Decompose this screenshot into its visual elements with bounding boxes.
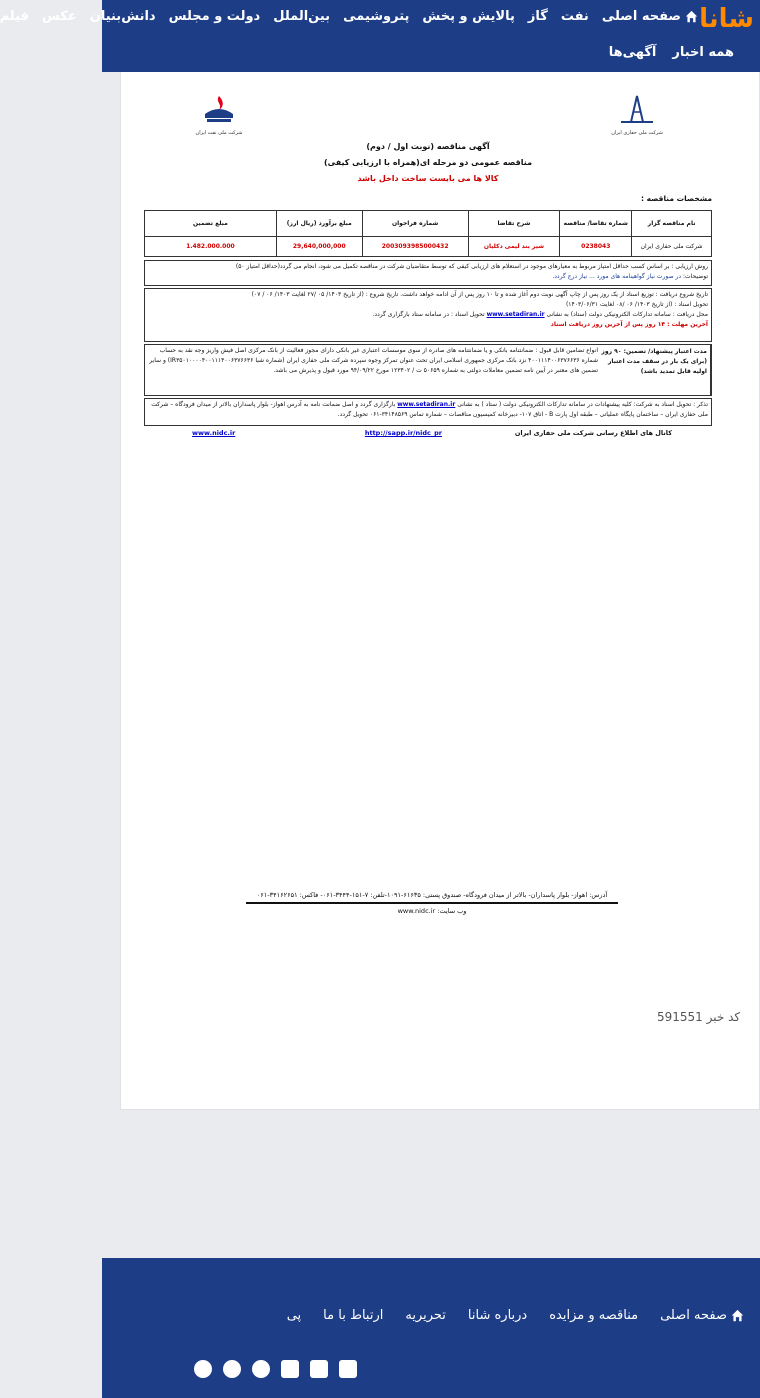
bale-icon[interactable] [223, 1360, 241, 1378]
nav-item-photo[interactable]: عکس [41, 9, 77, 24]
table-header-row [145, 211, 712, 237]
notice-subheading: مناقصه عمومی دو مرحله ای(همراه با ارزیابی کیفی) [323, 158, 533, 167]
nav-item-international[interactable]: بین‌الملل [273, 9, 331, 24]
twitter-icon[interactable] [194, 1360, 212, 1378]
secondary-nav [609, 45, 734, 60]
notice-domestic-note: کالا ها می بایست ساخت داخل باشد [357, 174, 499, 183]
footer-link-editorial[interactable]: تحریریه [405, 1308, 446, 1323]
distribution-line-3b: تحویل اسناد : در سامانه ستاد بارگزاری گردد. [372, 311, 485, 318]
top-navigation-bar [0, 0, 760, 72]
tender-spec-table [144, 210, 712, 257]
footer-nav [287, 1308, 744, 1323]
evaluation-box [144, 260, 712, 286]
footer-link-contact[interactable]: ارتباط با ما [323, 1308, 384, 1323]
distribution-line-2: تحویل اسناد : (از تاریخ ۱۴۰۳/ ۰۶ /۰۸ لغایت ۱۴۰۳/۰۶/۳۱) [565, 301, 708, 308]
sapp-link[interactable]: http://sapp.ir/nidc_pr [364, 429, 442, 437]
shana-logo[interactable]: شانا [699, 4, 754, 34]
notice-heading: آگهی مناقصه (نوبت اول / دوم) [366, 142, 490, 151]
nav-item-knowledge[interactable]: دانش‌بنیان [89, 9, 156, 24]
table-cell: 0238043 [560, 237, 632, 257]
table-cell: شرکت ملی حفاری ایران [632, 237, 712, 257]
nav-item-gas[interactable]: گاز [527, 9, 548, 24]
evaluation-note-label: توضیحات: [682, 273, 708, 280]
delivery-text-2: بارگزاری گردد و اصل ضمانت نامه به آدرس اهواز- بلوار پاسداران بالاتر از میدان فرودگاه – شرکت ملی حفاری ایران – ساختمان پایگاه عملیاتی – طبقه اول پارت B - اتاق ۱۰۷- دبیرخانه کمیسیون مناقصات – شماره تماس ۳۴۱۴۸۵۶۹-۰۶۱ تحویل گردد. [151, 401, 708, 418]
nidc-logo [602, 94, 672, 138]
instagram-icon[interactable] [281, 1360, 299, 1378]
evaluation-text: روش ارزیابی : بر اساس کسب حداقل امتیاز مربوط به معیارهای موجود در استعلام های ارزیابی کیفی که توسط متقاضیان شرکت در مناقصه تکمیل می شود، انجام می گردد(حداقل امتیاز ۵۰) [235, 263, 708, 270]
company-address [246, 891, 618, 915]
table-cell: 1.482.000.000 [145, 237, 277, 257]
table-header-cell: نام مناقصه گزار [632, 211, 712, 237]
nav-item-home[interactable] [602, 9, 698, 24]
validity-text: مدت اعتبار پیشنهاد/ تضمین: ۹۰ روز (برای یک بار در سقف مدت اعتبار اولیه قابل تمدید باشد) [593, 345, 711, 395]
nav-item-all-news[interactable]: همه اخبار [672, 45, 734, 60]
table-header-cell: شرح تقاضا [468, 211, 560, 237]
distribution-line-1: تاریخ شروع دریافت : توزیع اسناد از یک روز پس از چاپ آگهی نوبت دوم آغاز شده و تا ۱۰ روز پس از آن ادامه خواهد داشت. تاریخ شروع : (از تاریخ ۱۴۰۳/ ۰۵ /۲۷ لغایت ۱۴۰۳/ ۰۶ / ۰۷) [251, 291, 708, 298]
nidc-website-link[interactable]: www.nidc.ir [192, 429, 236, 437]
table-header-cell: شماره تقاضا/ مناقصه [560, 211, 632, 237]
footer-link-tenders[interactable]: مناقصه و مزایده [549, 1308, 639, 1323]
nav-item-refining[interactable]: پالایش و پخش [422, 9, 515, 24]
home-icon [731, 1309, 744, 1322]
channels-label: کانال های اطلاع رسانی شرکت ملی حفاری ایران [514, 429, 672, 437]
setadiran-link-2[interactable]: www.setadiran.ir [397, 401, 456, 408]
address-line: آدرس: اهواز- بلوار پاسداران- بالاتر از میدان فرودگاه- صندوق پستی: ۶۱۶۳۵-۱۰۹۱-تلفن: ۷-۱۵۱-۳۴۴۴-۰۶۱- فاکس: ۳۴۱۶۲۶۵۱-۰۶۱ [246, 891, 618, 904]
distribution-box [144, 288, 712, 342]
table-cell: 2003093985000432 [362, 237, 468, 257]
website-line: وب سایت: www.nidc.ir [397, 907, 467, 915]
table-cell: شیر بند لیمی دکلیان [468, 237, 560, 257]
setadiran-link[interactable]: www.setadiran.ir [486, 311, 545, 318]
social-icons [194, 1360, 357, 1378]
telegram-icon[interactable] [252, 1360, 270, 1378]
nav-item-ads[interactable]: آگهی‌ها [608, 45, 657, 60]
nioc-flame-icon [199, 94, 239, 126]
channels-row [144, 429, 712, 441]
footer-link-more[interactable]: پی [286, 1308, 302, 1323]
nioc-logo-caption: شرکت ملی نفت ایران [195, 130, 243, 136]
table-header-cell: مبلغ تضمین [145, 211, 277, 237]
nav-item-oil[interactable]: نفت [560, 9, 589, 24]
footer-link-home[interactable] [660, 1308, 744, 1323]
footer-link-label: صفحه اصلی [660, 1308, 727, 1323]
nav-item-label: صفحه اصلی [601, 9, 681, 24]
list-icon[interactable] [339, 1360, 357, 1378]
table-row [145, 237, 712, 257]
guarantee-text: انواع تضامین قابل قبول : ضمانتنامه بانکی و یا ضمانتنامه های صادره از سوی موسسات اعتباری غیر بانکی دارای مجوز فعالیت از بانک مرکزی اصل فیش واریز وجه نقد به حساب شماره ۴۰۰۱۱۱۴۰۰۶۳۷۶۶۳۶ نزد بانک مرکزی جمهوری اسلامی ایران تحت عنوان تمرکز وجوه سپرده شرکت ملی حفاری ایران (شماره شبا IR۳۵۰۱۰۰۰۰۴۰۰۱۱۱۴۰۰۶۳۷۶۶۳۶) و سایر تضمین های معتبر در آیین نامه تضمین معاملات دولتی به شماره ۵۰۶۵۹ ت / ۱۲۳۴۰۲ مورخ ۹۴/۰۹/۲۲ مورد قبول و پذیرش می باشد. [149, 347, 598, 374]
table-header-cell: شماره فراخوان [362, 211, 468, 237]
guarantee-box [144, 344, 712, 396]
nioc-logo [184, 94, 254, 138]
distribution-deadline: آخرین مهلت : ۱۴ روز پس از آخرین روز دریافت اسناد [550, 321, 708, 328]
table-header-cell: مبلغ برآورد (ریال ارز) [276, 211, 362, 237]
nidc-logo-caption: شرکت ملی حفاری ایران [611, 130, 663, 136]
footer-link-about[interactable]: درباره شانا [467, 1308, 528, 1323]
nav-item-petrochemical[interactable]: پتروشیمی [343, 9, 410, 24]
spec-label: مشخصات مناقصه : [640, 194, 712, 203]
news-id-label: کد خبر [706, 1010, 741, 1024]
evaluation-note: در صورت نیاز گواهینامه های مورد ... نیاز درج گردد. [552, 273, 682, 280]
news-id-value: 591551 [657, 1010, 703, 1024]
footer [102, 1258, 760, 1398]
primary-nav [0, 9, 698, 24]
table-cell: 29,640,000,000 [276, 237, 362, 257]
home-icon [685, 10, 698, 23]
nav-item-government[interactable]: دولت و مجلس [168, 9, 261, 24]
delivery-box [144, 398, 712, 426]
tender-notice-image [144, 86, 712, 526]
drilling-rig-icon [617, 94, 657, 126]
delivery-text: تذکر : تحویل اسناد به شرکت: کلیه پیشنهادات در سامانه تدارکات الکترونیکی دولت ( ستاد ) به نشانی [457, 401, 708, 408]
rss-icon[interactable] [310, 1360, 328, 1378]
distribution-line-3: محل دریافت : سامانه تدارکات الکترونیکی دولت (ستاد) به نشانی [546, 311, 708, 318]
nav-item-video[interactable]: فیلم [0, 9, 29, 24]
news-id [657, 1010, 740, 1024]
